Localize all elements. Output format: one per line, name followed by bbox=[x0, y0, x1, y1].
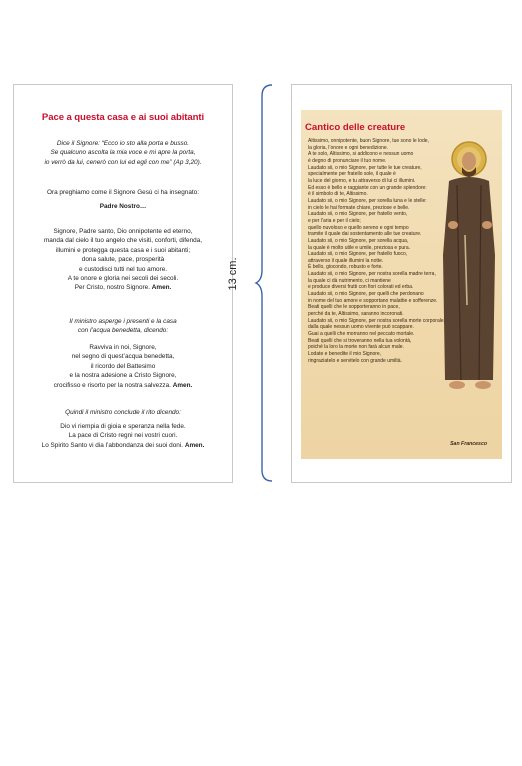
prayer-line: manda dal cielo il tuo angelo che visiti, conforti, difenda, bbox=[43, 237, 203, 245]
canticle-line: in cielo le hai formate chiare, preziose e belle. bbox=[308, 204, 410, 211]
canticle-line: Laudato sii, o mio Signore, per fratello vento, bbox=[308, 211, 408, 218]
rubric-conclusion: Quindi il ministro conclude il rito dicendo: bbox=[65, 409, 181, 416]
canticle-line: Altissimo, onnipotente, buon Signore, tue sono le lode, bbox=[308, 138, 429, 144]
rubric-line: Il ministro asperge i presenti e la casa bbox=[69, 318, 177, 325]
canticle-line: specialmente per fratello sole, il quale è bbox=[308, 171, 396, 178]
amen: Amen. bbox=[151, 284, 172, 292]
canticle-line: Laudato sii, o mio Signore, per nostra sorella morte corporale, bbox=[308, 317, 446, 324]
canticle-line: la quale è molto utile e umile, preziosa e pura. bbox=[308, 244, 411, 251]
canticle-line: ringraziatelo e servitelo con grande umiltà. bbox=[308, 357, 402, 364]
canticle-line: e produce diversi frutti con fiori colorati ed erba. bbox=[308, 284, 414, 291]
prayer-line: Per Cristo, nostro Signore. Amen. bbox=[74, 284, 172, 292]
intro-text bbox=[14, 139, 232, 167]
closing-line: La pace di Cristo regni nei vostri cuori. bbox=[68, 432, 178, 440]
left-prayer-card bbox=[13, 84, 233, 483]
signature: San Francesco bbox=[450, 441, 487, 447]
prayer-line: Signore, Padre santo, Dio onnipotente ed eterno, bbox=[53, 228, 193, 235]
prayer-intro: Ora preghiamo come il Signore Gesù ci ha insegnato: bbox=[46, 189, 200, 196]
rubric-line: con l’acqua benedetta, dicendo: bbox=[77, 327, 169, 335]
canticle-line: Ed esso è bello e raggiante con un grande splendore: bbox=[308, 184, 427, 191]
amen: Amen. bbox=[172, 381, 193, 389]
canticle-line: Laudato sii, o mio Signore, per sorella luna e le stelle: bbox=[308, 197, 427, 204]
left-card-title: Pace a questa casa e ai suoi abitanti bbox=[41, 112, 205, 123]
canticle-line: Beati quelli che si troveranno nella tua volontà, bbox=[308, 337, 412, 344]
closing-blessing bbox=[14, 422, 232, 450]
right-canticle-card bbox=[291, 84, 512, 483]
prayer-line: dona salute, pace, prosperità bbox=[81, 256, 165, 264]
canticle-line: Laudato sii, o mio Signore, per quelli che perdonano bbox=[308, 291, 424, 298]
blessing-line: e la nostra adesione a Cristo Signore, bbox=[69, 372, 177, 380]
saint-francis-image bbox=[435, 115, 507, 415]
canticle-line: è degno di pronunciare il tuo nome. bbox=[308, 157, 387, 164]
canticle-line: tramite il quale dai sostentamento alle tue creature. bbox=[308, 231, 422, 238]
water-blessing bbox=[14, 343, 232, 390]
prayer-line: illumini e protegga questa casa e i suoi abitanti; bbox=[55, 246, 191, 254]
canticle-line: Laudato sii, o mio Signore, per sorella acqua, bbox=[308, 237, 409, 244]
canticle-line: dalla quale nessun uomo vivente può scappare. bbox=[308, 324, 414, 331]
canticle-line: È bello, giocondo, robusto e forte. bbox=[308, 264, 383, 271]
blessing-line: il ricordo del Battesimo bbox=[90, 362, 156, 370]
canticle-line: Lodate e benedite il mio Signore, bbox=[308, 351, 382, 357]
canticle-line: Laudato sii, o mio Signore, per tutte le tue creature, bbox=[308, 164, 422, 171]
canticle-title: Cantico delle creature bbox=[305, 122, 406, 133]
closing-line: Dio vi riempia di gioia e speranza nella fede. bbox=[60, 423, 186, 430]
dimension-label: 13 cm. bbox=[227, 257, 239, 291]
prayer-line: e custodisci tutti nel tuo amore. bbox=[78, 265, 168, 273]
intro-line: io verrò da lui, cenerò con lui ed egli con me” (Ap 3,20). bbox=[44, 158, 202, 166]
canticle-text bbox=[308, 138, 445, 364]
blessing-line: nel segno di quest’acqua benedetta, bbox=[71, 353, 175, 361]
canticle-line: la quale ci dà nutrimento, ci mantiene bbox=[308, 277, 391, 284]
canticle-line: quello nuvoloso e quello sereno e ogni tempo bbox=[308, 224, 409, 231]
canticle-line: è il simbolo di te, Altissimo. bbox=[308, 191, 368, 198]
canticle-line: la gloria, l’onore e ogni benedizione. bbox=[308, 144, 389, 151]
canticle-line: A te solo, Altissimo, si addicono e nessun uomo bbox=[308, 151, 414, 158]
blessing-line: crocifisso e risorto per la nostra salvezza. Amen. bbox=[53, 381, 193, 389]
canticle-line: in nome del tuo amore e sopportano malattie e sofferenze. bbox=[308, 297, 438, 304]
intro-line: Dice il Signore: “Ecco io sto alla porta e busso. bbox=[56, 140, 190, 147]
canticle-line: la luce del giorno, e tu attraverso di lui ci illumini. bbox=[308, 177, 416, 184]
dimension-brace bbox=[254, 84, 276, 482]
canticle-line: Laudato sii, o mio Signore, per fratello fuoco, bbox=[308, 251, 408, 258]
canticle-line: poiché la loro la morte non farà alcun male. bbox=[308, 344, 404, 351]
rubric-asperge bbox=[14, 317, 232, 336]
intro-line: Se qualcuno ascolta la mia voce e mi apre la porta, bbox=[50, 149, 196, 157]
closing-line: Lo Spirito Santo vi dia l’abbondanza dei suoi doni. Amen. bbox=[41, 441, 205, 449]
amen: Amen. bbox=[184, 441, 205, 449]
canticle-line: Beati quelli che le sopporteranno in pace, bbox=[308, 304, 400, 311]
canticle-line: attraverso il quale illumini la notte. bbox=[308, 257, 384, 264]
pater-noster: Padre Nostro… bbox=[99, 203, 147, 210]
blessing-line: Ravviva in noi, Signore, bbox=[89, 344, 157, 351]
prayer-line: A te onore e gloria nei secoli dei secoli. bbox=[67, 275, 179, 283]
house-prayer bbox=[14, 227, 232, 293]
canticle-line: Laudato sii, o mio Signore, per nostra sorella madre terra, bbox=[308, 271, 436, 278]
canticle-line: Guai a quelli che morranno nel peccato mortale. bbox=[308, 331, 415, 338]
canticle-line: perché da te, Altissimo, saranno incoronati. bbox=[308, 311, 404, 318]
canticle-line: e per l’aria e per il cielo; bbox=[308, 217, 361, 224]
